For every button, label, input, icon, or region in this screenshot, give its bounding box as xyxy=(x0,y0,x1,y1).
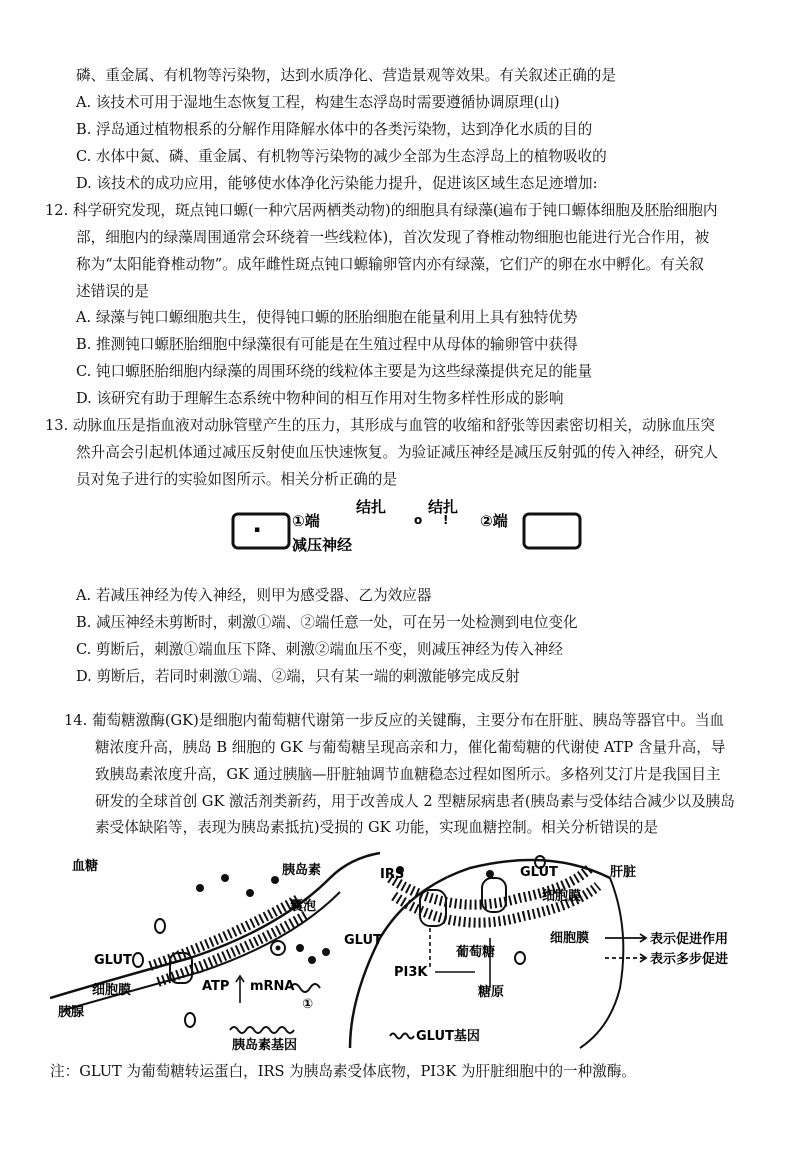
q12-option-a: A. 绿藻与钝口螈细胞共生，使得钝口螈的胚胎细胞在能量利用上具有独特优势 xyxy=(76,309,578,326)
q13-stem-line1: 13. 动脉血压是指血液对动脉管壁产生的压力，其形成与血管的收缩和舒张等因素密切相关，动脉血压突 xyxy=(45,417,715,434)
label-ligate2: 结扎 xyxy=(428,498,459,516)
label-cell-membrane-r2: 细胞膜 xyxy=(550,931,590,946)
cut-mark2: ! xyxy=(443,513,449,527)
q11-option-d: D. 该技术的成功应用，能够使水体净化污染能力提升，促进该区域生态足迹增加: xyxy=(76,175,598,192)
insulin-dot xyxy=(322,948,330,956)
label-glycogen: 糖原 xyxy=(478,985,505,1000)
q13-stem-line2: 然升高会引起机体通过减压反射使血压快速恢复。为验证减压神经是减压反射弧的传入神经，研究人 xyxy=(76,444,719,461)
label-glut-left-liver: GLUT xyxy=(344,933,382,948)
q12-stem-line2: 部，细胞内的绿藻周围通常会环绕着一些线粒体)，首次发现了脊椎动物细胞也能进行光合作用，被 xyxy=(76,229,710,246)
q13-option-d: D. 剪断后，若同时刺激①端、②端，只有某一端的刺激能够完成反射 xyxy=(76,668,520,685)
insulin-dot xyxy=(486,870,494,878)
q11-option-c: C. 水体中氮、磷、重金属、有机物等污染物的减少全部为生态浮岛上的植物吸收的 xyxy=(76,148,607,165)
glucose-mark xyxy=(155,919,165,933)
q12-option-b: B. 推测钝口螈胚胎细胞中绿藻很有可能是在生殖过程中从母体的输卵管中获得 xyxy=(76,336,578,353)
label-atp: ATP xyxy=(202,979,230,994)
label-ligate1: 结扎 xyxy=(356,498,387,516)
q14-gk-figure xyxy=(50,848,750,1053)
label-glut: GLUT xyxy=(94,953,132,968)
cut-mark: ο xyxy=(414,513,423,527)
box-right xyxy=(524,514,580,548)
label-end2: ②端 xyxy=(480,512,508,530)
q13-stem-line3: 员对兔子进行的实验如图所示。相关分析正确的是 xyxy=(76,471,398,488)
legend-promote-label: 表示促进作用 xyxy=(650,932,729,947)
vesicle-core xyxy=(276,946,281,951)
q11-stem: 磷、重金属、有机物等污染物，达到水质净化、营造景观等效果。有关叙述正确的是 xyxy=(76,67,616,84)
label-blood-sugar: 血糖 xyxy=(72,859,99,874)
label-pancreas: 胰腺 xyxy=(58,1005,85,1020)
label-insulin: 胰岛素 xyxy=(282,863,322,878)
label-mrna: mRNA xyxy=(250,979,295,994)
label-glut-right: GLUT xyxy=(520,865,558,880)
box-left-mark: ▪ xyxy=(254,525,261,535)
q12-stem-line1: 12. 科学研究发现，斑点钝口螈(一种穴居两栖类动物)的细胞具有绿藻(遍布于钝口螈体细胞及胚胎细胞内 xyxy=(45,202,718,219)
q14-stem-line1: 14. 葡萄糖激酶(GK)是细胞内葡萄糖代谢第一步反应的关键酶，主要分布在肝脏、胰岛等器官中。当血 xyxy=(64,712,725,729)
label-circle1: ① xyxy=(302,997,314,1012)
glut-gene-mark xyxy=(390,1034,414,1039)
label-cell-membrane: 细胞膜 xyxy=(92,983,132,998)
label-end1: ①端 xyxy=(292,512,320,530)
label-glucose: 葡萄糖 xyxy=(456,945,496,960)
q14-stem-line5: 素受体缺陷等，表现为胰岛素抵抗)受损的 GK 功能，实现血糖控制。相关分析错误的是 xyxy=(95,819,658,836)
q12-stem-line3: 称为“太阳能脊椎动物”。成年雌性斑点钝口螈输卵管内亦有绿藻，它们产的卵在水中孵化。有关叙 xyxy=(76,256,704,273)
q11-option-b: B. 浮岛通过植物根系的分解作用降解水体中的各类污染物，达到净化水质的目的 xyxy=(76,121,593,138)
insulin-dot xyxy=(221,874,229,882)
q13-option-a: A. 若减压神经为传入神经，则甲为感受器、乙为效应器 xyxy=(76,587,432,604)
q14-stem-line4: 研发的全球首创 GK 激活剂类新药，用于改善成人 2 型糖尿病患者(胰岛素与受体结合减少以及胰岛 xyxy=(95,793,735,810)
label-liver: 肝脏 xyxy=(610,865,637,880)
q12-stem-line4: 述错误的是 xyxy=(76,283,149,300)
label-glut-gene: GLUT基因 xyxy=(416,1029,480,1044)
glucose-mark xyxy=(515,952,525,964)
insulin-dot xyxy=(296,944,304,952)
box-left xyxy=(233,514,289,548)
q12-option-d: D. 该研究有助于理解生态系统中物种间的相互作用对生物多样性形成的影响 xyxy=(76,390,564,407)
label-vesicle: 囊泡 xyxy=(290,899,317,914)
label-cell-membrane-r: 细胞膜 xyxy=(542,889,582,904)
q13-nerve-figure xyxy=(228,492,588,558)
q11-option-a: A. 该技术可用于湿地生态恢复工程，构建生态浮岛时需要遵循协调原理(山) xyxy=(76,94,560,111)
q13-option-b: B. 减压神经未剪断时，刺激①端、②端任意一处，可在另一处检测到电位变化 xyxy=(76,614,578,631)
q14-stem-line3: 致胰岛素浓度升高，GK 通过胰脑—肝脏轴调节血糖稳态过程如图所示。多格列艾汀片是我国目主 xyxy=(95,766,721,783)
q14-note: 注：GLUT 为葡萄糖转运蛋白，IRS 为胰岛素受体底物，PI3K 为肝脏细胞中的一种激酶。 xyxy=(50,1063,637,1080)
insulin-dot xyxy=(196,884,204,892)
q14-stem-line2: 糖浓度升高，胰岛 B 细胞的 GK 与葡萄糖呈现高亲和力，催化葡萄糖的代谢使 ATP 含量升高，导 xyxy=(95,739,726,756)
label-pi3k: PI3K xyxy=(394,965,428,980)
insulin-gene-mark xyxy=(230,1027,294,1033)
pancreas-cell-boundary xyxy=(50,853,380,998)
mrna-mark xyxy=(290,984,320,992)
insulin-dot xyxy=(308,956,316,964)
q12-option-c: C. 钝口螈胚胎细胞内绿藻的周围环绕的线粒体主要是为这些绿藻提供充足的能量 xyxy=(76,363,593,380)
q13-option-c: C. 剪断后，刺激①端血压下降、刺激②端血压不变，则减压神经为传入神经 xyxy=(76,641,563,658)
label-nerve: 减压神经 xyxy=(292,536,353,554)
insulin-dot xyxy=(271,876,279,884)
insulin-dot xyxy=(246,889,254,897)
label-irs: IRS xyxy=(380,867,405,882)
liver-cell-boundary-right xyxy=(580,878,623,1048)
glucose-mark xyxy=(133,953,143,967)
glucose-mark xyxy=(185,1013,195,1027)
legend-multistep-label: 表示多步促进 xyxy=(650,952,729,967)
label-insulin-gene: 胰岛素基因 xyxy=(232,1038,298,1053)
